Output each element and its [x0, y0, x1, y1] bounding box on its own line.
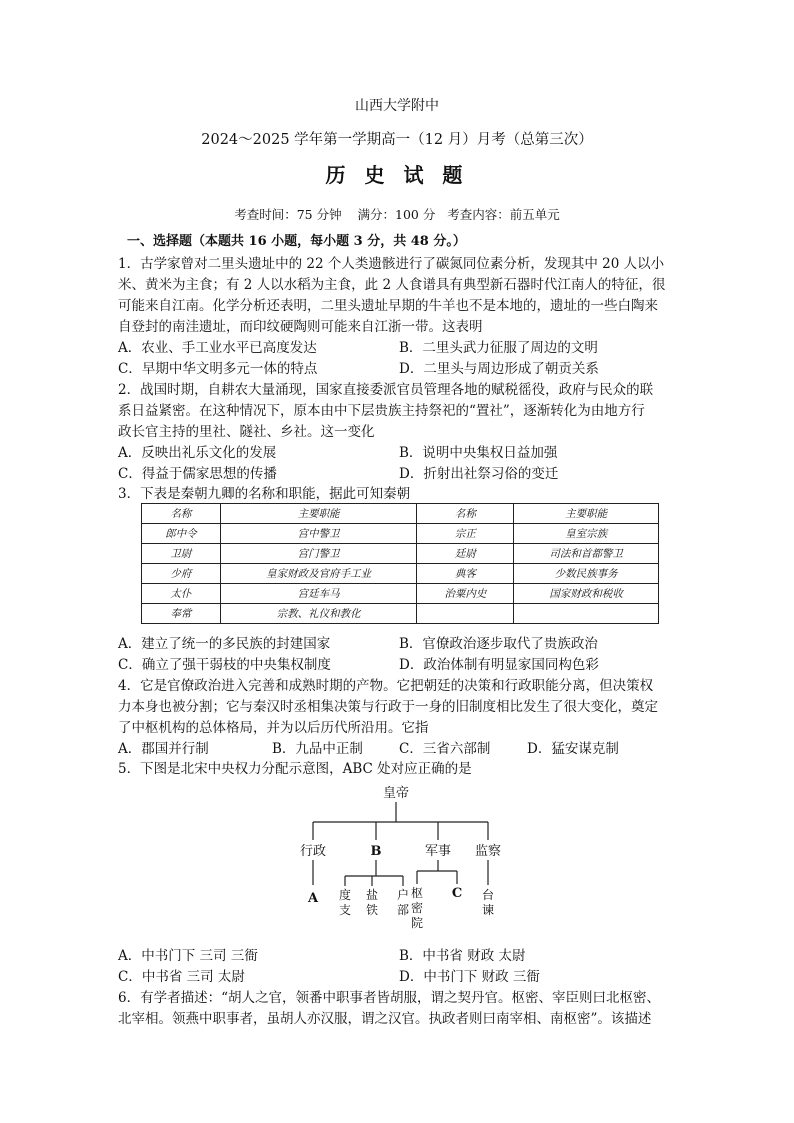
diagram-node-b: B — [370, 844, 382, 859]
option-a[interactable]: A．中书门下 三司 三衙 — [118, 948, 258, 964]
option-c[interactable]: C．得益于儒家思想的传播 — [118, 466, 277, 482]
table-header-cell: 名称 — [417, 504, 514, 524]
diagram-sub-b — [339, 885, 494, 930]
diagram-node: 盐铁 — [365, 888, 379, 917]
table-cell: 宗教、礼仪和教化 — [220, 604, 417, 624]
section-title: 一、选择题（本题共 16 小题，每小题 3 分，共 48 分。） — [127, 234, 466, 249]
table-row — [142, 564, 659, 584]
diagram-node: 枢密院 — [410, 886, 424, 930]
table-header-cell: 主要职能 — [220, 504, 417, 524]
table-cell: 郎中令 — [142, 524, 221, 544]
table-cell: 卫尉 — [142, 544, 221, 564]
table-cell: 少府 — [142, 564, 221, 584]
table-cell: 廷尉 — [417, 544, 514, 564]
option-d[interactable]: D．二里头与周边形成了朝贡关系 — [399, 361, 599, 377]
question-4-line: 力本身也被分割；它与秦汉时丞相集决策与行政于一身的旧制度相比发生了很大变化，奠定 — [118, 699, 658, 715]
question-1-line: 可能来自江南。化学分析还表明，二里头遗址早期的牛羊也不是本地的，遗址的一些白陶来 — [118, 298, 658, 314]
table-cell: 国家财政和税收 — [514, 584, 659, 604]
option-b[interactable]: B．官僚政治逐步取代了贵族政治 — [399, 636, 598, 652]
table-row — [142, 524, 659, 544]
diagram-node-a: A — [307, 891, 319, 906]
option-c[interactable]: C．中书省 三司 太尉 — [118, 969, 245, 985]
table-cell: 治粟内史 — [417, 584, 514, 604]
question-2-line: 政长官主持的里社、隧社、乡社。这一变化 — [118, 424, 375, 440]
option-b[interactable]: B．九品中正制 — [272, 741, 363, 757]
option-d[interactable]: D．政治体制有明显家国同构色彩 — [399, 657, 599, 673]
question-6-line: 6．有学者描述：“胡人之官，领番中职事者皆胡服，谓之契丹官。枢密、宰臣则曰北枢密、 — [118, 990, 660, 1006]
option-d[interactable]: D．猛安谋克制 — [527, 741, 619, 757]
diagram-node: 军事 — [424, 844, 452, 859]
option-d[interactable]: D．折射出社祭习俗的变迁 — [399, 466, 559, 482]
table-cell — [514, 604, 659, 624]
table-cell: 宗正 — [417, 524, 514, 544]
nine-ministers-table — [141, 503, 659, 624]
option-b[interactable]: B．说明中央集权日益加强 — [399, 445, 558, 461]
exam-title: 2024～2025 学年第一学期高一（12 月）月考（总第三次） — [201, 132, 593, 148]
option-a[interactable]: A．农业、手工业水平已高度发达 — [118, 340, 317, 356]
diagram-node: 度支 — [338, 888, 352, 917]
question-2-line: 2．战国时期，自耕农大量涌现，国家直接委派官员管理各地的赋税徭役，政府与民众的联 — [118, 382, 654, 398]
question-3-stem: 3．下表是秦朝九卿的名称和职能，据此可知秦朝 — [118, 486, 411, 502]
diagram-node: 行政 — [299, 844, 327, 859]
diagram-node: 户部 — [396, 888, 410, 917]
table-header-cell: 主要职能 — [514, 504, 659, 524]
diagram-node: 监察 — [474, 844, 502, 859]
question-4-line: 4．它是官僚政治进入完善和成熟时期的产物。它把朝廷的决策和行政职能分离，但决策权 — [118, 678, 654, 694]
option-d[interactable]: D．中书门下 财政 三衙 — [399, 969, 540, 985]
option-a[interactable]: A．反映出礼乐文化的发展 — [118, 445, 277, 461]
table-cell: 宫门警卫 — [220, 544, 417, 564]
option-a[interactable]: A．建立了统一的多民族的封建国家 — [118, 636, 331, 652]
table-row — [142, 584, 659, 604]
table-cell: 少数民族事务 — [514, 564, 659, 584]
diagram-node: 台谏 — [481, 888, 495, 917]
table-row — [142, 544, 659, 564]
table-cell: 奉常 — [142, 604, 221, 624]
table-header-cell: 名称 — [142, 504, 221, 524]
question-1-line: 米、黄米为主食；有 2 人以水稻为主食，此 2 人食谱具有典型新石器时代江南人的特征，很 — [118, 277, 666, 293]
question-5-stem: 5．下图是北宋中央权力分配示意图，ABC 处对应正确的是 — [118, 761, 472, 777]
option-a[interactable]: A．郡国并行制 — [118, 741, 209, 757]
song-power-diagram — [280, 782, 520, 932]
table-cell: 太仆 — [142, 584, 221, 604]
question-1-line: 1．古学家曾对二里头遗址中的 22 个人类遗骸进行了碳氮同位素分析，发现其中 20 人以小 — [118, 256, 665, 272]
exam-info: 考查时间：75 分钟 满分：100 分 考查内容：前五单元 — [234, 207, 560, 222]
table-cell: 典客 — [417, 564, 514, 584]
subject-title: 历 史 试 题 — [325, 163, 469, 187]
table-cell: 司法和首都警卫 — [514, 544, 659, 564]
table-cell: 宫中警卫 — [220, 524, 417, 544]
table-cell: 宫廷车马 — [220, 584, 417, 604]
question-4-line: 了中枢机构的总体格局，并为以后历代所沿用。它指 — [118, 720, 429, 736]
table-cell — [417, 604, 514, 624]
question-2-line: 系日益紧密。在这种情况下，原本由中下层贵族主持祭祀的“置社”，逐渐转化为由地方行 — [118, 403, 645, 419]
table-cell: 皇家财政及官府手工业 — [220, 564, 417, 584]
question-1-line: 自登封的南洼遗址，而印纹硬陶则可能来自江浙一带。这表明 — [118, 319, 483, 335]
school-name: 山西大学附中 — [355, 98, 439, 114]
option-c[interactable]: C．早期中华文明多元一体的特点 — [118, 361, 318, 377]
diagram-emperor: 皇帝 — [382, 786, 410, 801]
option-b[interactable]: B．二里头武力征服了周边的文明 — [399, 340, 598, 356]
option-c[interactable]: C．确立了强干弱枝的中央集权制度 — [118, 657, 331, 673]
table-cell: 皇室宗族 — [514, 524, 659, 544]
table-row — [142, 604, 659, 624]
question-6-line: 北宰相。领燕中职事者，虽胡人亦汉服，谓之汉官。执政者则曰南宰相、南枢密”。该描述 — [118, 1011, 652, 1027]
option-c[interactable]: C．三省六部制 — [399, 741, 491, 757]
diagram-node-c: C — [451, 886, 463, 901]
table-header-row — [142, 504, 659, 524]
option-b[interactable]: B．中书省 财政 太尉 — [399, 948, 526, 964]
